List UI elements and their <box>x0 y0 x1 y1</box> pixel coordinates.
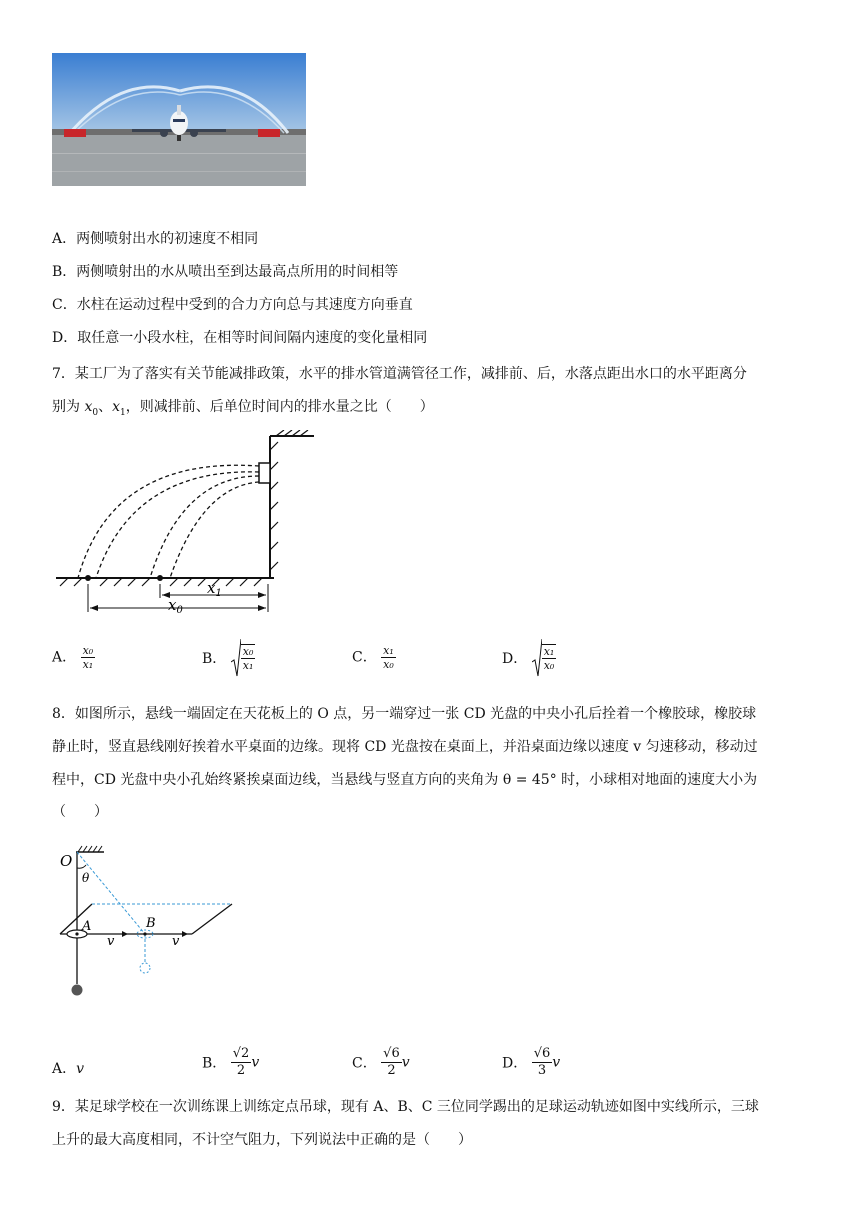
q7-option-b: B． $\frac{\text{x₀}}{\text{x₁}}$ <box>202 638 255 678</box>
q9-stem-line1: 9．某足球学校在一次训练课上训练定点吊球，现有 A、B、C 三位同学踢出的足球运动轨迹如图中实线所示，三球 <box>52 1099 759 1115</box>
svg-text:θ: θ <box>82 871 90 885</box>
q8-option-d: D． $\frac{√6}{3}$ v <box>502 1046 561 1078</box>
svg-text:B: B <box>146 916 156 931</box>
q8-stem-line3: 程中，CD 光盘中央小孔始终紧挨桌面边线，当悬线与竖直方向的夹角为 θ = 45° 时，小球相对地面的速度大小为 <box>52 772 758 788</box>
q6-option-d: D．取任意一小段水柱，在相等时间间隔内速度的变化量相同 <box>52 330 428 346</box>
q7-stem-line2: 别为 $x_0$、$x_1$，则减排前、后单位时间内的排水量之比（ ） <box>52 399 434 418</box>
q8-option-b: B． $\frac{√2}{2}$ v <box>202 1046 260 1078</box>
q7-option-a: A． $\frac{\text{x₀}}{\text{x₁}}$ <box>52 644 94 671</box>
airplane-water-salute-photo <box>52 53 306 186</box>
q8-stem-line1: 8．如图所示，悬线一端固定在天花板上的 O 点，另一端穿过一张 CD 光盘的中央小孔后拴着一个橡胶球，橡胶球 <box>52 706 757 722</box>
q7-option-d: D． $\frac{\text{x₁}}{\text{x₀}}$ <box>502 638 556 678</box>
q8-cd-pendulum-diagram <box>52 838 242 1008</box>
q8-stem-line2: 静止时，竖直悬线刚好挨着水平桌面的边缘。现将 CD 光盘按在桌面上，并沿桌面边缘以速度 v 匀速移动，移动过 <box>52 739 758 755</box>
q7-drain-pipe-diagram <box>52 430 322 620</box>
q7-option-c: C． $\frac{\text{x₁}}{\text{x₀}}$ <box>352 644 394 671</box>
q6-option-a: A．两侧喷射出水的初速度不相同 <box>52 231 259 247</box>
q6-option-b: B．两侧喷射出的水从喷出至到达最高点所用的时间相等 <box>52 264 399 280</box>
label-x0: $x_0$ <box>168 596 183 616</box>
q7-stem-line1: 7．某工厂为了落实有关节能减排政策，水平的排水管道满管径工作，减排前、后，水落点距出水口的水平距离分 <box>52 366 747 382</box>
fire-truck-left <box>64 129 86 137</box>
svg-text:v: v <box>172 934 180 949</box>
q9-stem-line2: 上升的最大高度相同，不计空气阻力，下列说法中正确的是（ ） <box>52 1132 472 1148</box>
q8-option-c: C． $\frac{√6}{2}$ v <box>352 1046 410 1078</box>
q8-stem-line4: （ ） <box>52 804 108 820</box>
svg-text:A: A <box>82 919 92 934</box>
svg-text:O: O <box>60 852 73 870</box>
label-x1: $x_1$ <box>207 579 222 599</box>
q6-option-c: C．水柱在运动过程中受到的合力方向总与其速度方向垂直 <box>52 297 413 313</box>
q8-option-a: A．v <box>52 1061 85 1077</box>
svg-text:v: v <box>107 934 115 949</box>
